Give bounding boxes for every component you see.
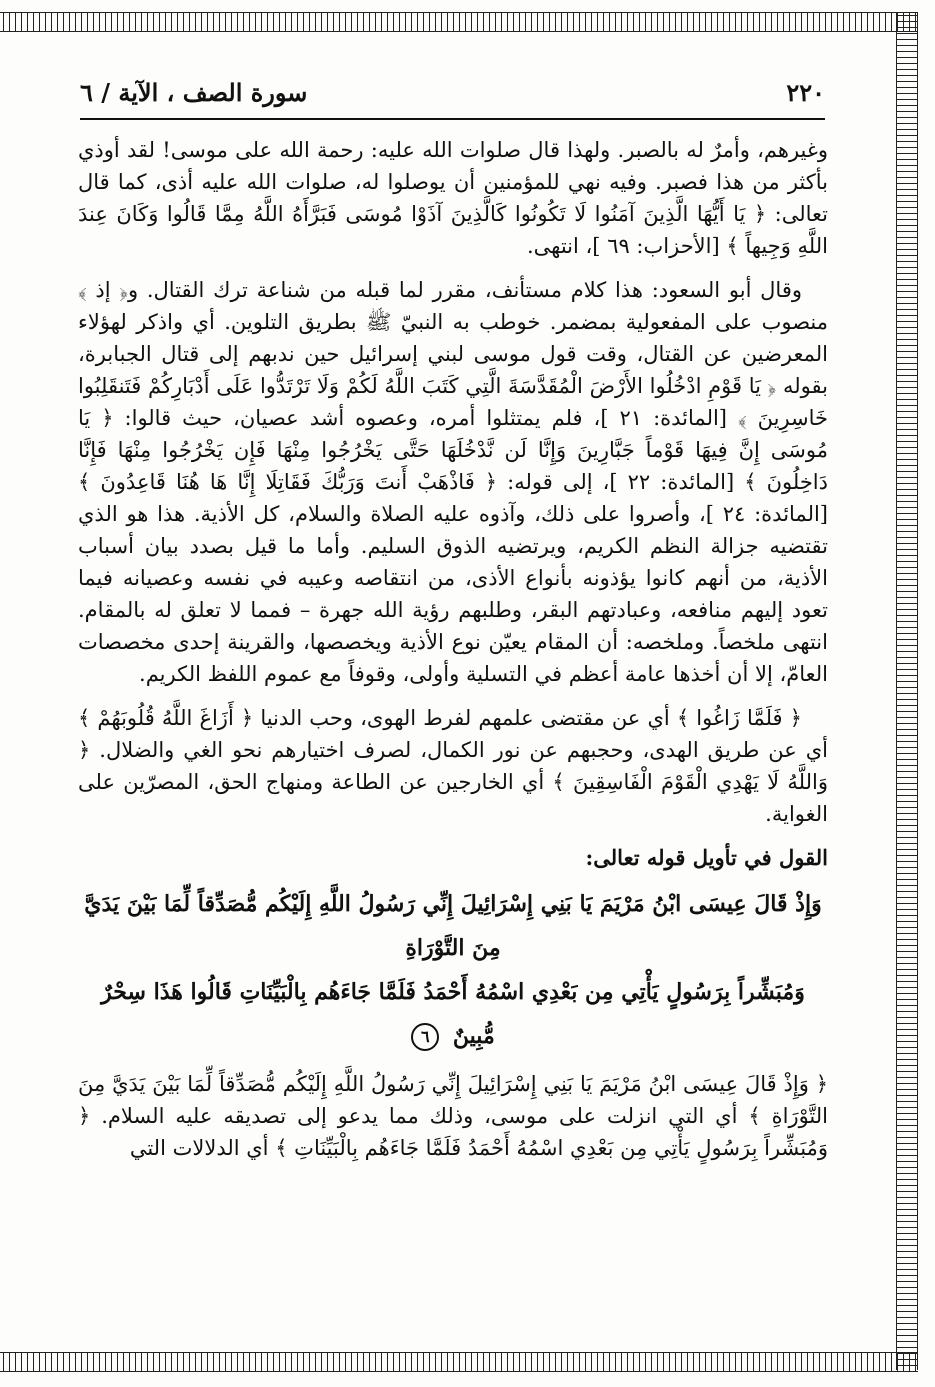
section-heading: القول في تأويل قوله تعالى: (585, 845, 828, 870)
verse-number-marker: ٦ (411, 1023, 439, 1051)
page-body (78, 134, 828, 1176)
page-number: ٢٢٠ (786, 77, 825, 107)
page-border-right (896, 12, 918, 1370)
header-rule (80, 118, 825, 120)
verse-line-2: وَمُبَشِّراً بِرَسُولٍ يَأْتِي مِن بَعْدِي اسْمُهُ أَحْمَدُ فَلَمَّا جَاءَهُم بِالْبَيِّنَاتِ قَالُوا هَذَا سِحْرٌ مُّبِينٌ (101, 979, 805, 1049)
running-title: سورة الصف ، الآية / ٦ (80, 77, 308, 107)
quran-verse (78, 882, 828, 1058)
page-header (80, 72, 825, 112)
verse-line-2-wrap (78, 970, 828, 1058)
page-border-top (0, 12, 918, 32)
paragraph-3: ﴿ فَلَمَّا زَاغُوا ﴾ أي عن مقتضى علمهم لفرط الهوى، وحب الدنيا ﴿ أَزَاغَ اللَّهُ قُلُوبَهُمْ ﴾ أي عن طريق الهدى، وحجبهم عن نور الكمال، لصرف اختيارهم نحو الغي والضلال. ﴿ وَاللَّهُ لَا يَهْدِي الْقَوْمَ الْفَاسِقِينَ ﴾ أي الخارجين عن الطاعة ومنهاج الحق، المصرّين على الغواية. (78, 706, 828, 826)
paragraph-1: وغيرهم، وأمرٌ له بالصبر. ولهذا قال صلوات الله عليه: رحمة الله على موسى! لقد أوذي بأكثر من هذا فصبر. وفيه نهي للمؤمنين أن يوصلوا له، صلوات الله عليه أذى، كما قال تعالى: ﴿ يَا أَيُّهَا الَّذِينَ آمَنُوا لَا تَكُونُوا كَالَّذِينَ آذَوْا مُوسَى فَبَرَّأَهُ اللَّهُ مِمَّا قَالُوا وَكَانَ عِندَ اللَّهِ وَجِيهاً ﴾ [الأحزاب: ٦٩ ]، انتهى. (78, 138, 828, 258)
verse-line-1: وَإِذْ قَالَ عِيسَى ابْنُ مَرْيَمَ يَا بَنِي إِسْرَائِيلَ إِنِّي رَسُولُ اللَّهِ إِلَيْكُم مُّصَدِّقاً لِّمَا بَيْنَ يَدَيَّ مِنَ التَّوْرَاةِ (84, 891, 822, 961)
paragraph-2: وقال أبو السعود: هذا كلام مستأنف، مقرر لما قبله من شناعة ترك القتال. و﴿ إذ ﴾ منصوب على المفعولية بمضمر. خوطب به النبيّ ﷺ بطريق التلوين. أي واذكر لهؤلاء المعرضين عن القتال، وقت قول موسى لبني إسرائيل حين ندبهم إلى قتال الجبابرة، بقوله ﴿ يَا قَوْمِ ادْخُلُوا الأَرْضَ الْمُقَدَّسَةَ الَّتِي كَتَبَ اللَّهُ لَكُمْ وَلَا تَرْتَدُّوا عَلَى أَدْبَارِكُمْ فَتَنقَلِبُوا خَاسِرِينَ ﴾ [المائدة: ٢١ ]، فلم يمتثلوا أمره، وعصوه أشد عصيان، حيث قالوا: ﴿ يَا مُوسَى إِنَّ فِيهَا قَوْماً جَبَّارِينَ وَإِنَّا لَن نَّدْخُلَهَا حَتَّى يَخْرُجُوا مِنْهَا فَإِن يَخْرُجُوا مِنْهَا فَإِنَّا دَاخِلُونَ ﴾ [المائدة: ٢٢ ]، إلى قوله: ﴿ فَاذْهَبْ أَنتَ وَرَبُّكَ فَقَاتِلَا إِنَّا هَا هُنَا قَاعِدُونَ ﴾ [المائدة: ٢٤ ]، وأصروا على ذلك، وآذوه عليه الصلاة والسلام، كل الأذية. هذا هو الذي تقتضيه جزالة النظم الكريم، ويرتضيه الذوق السليم. وأما ما قيل بصدد بيان أسباب الأذية، من أنهم كانوا يؤذونه بأنواع الأذى، من انتقاصه وعيبه في نفسه وعصيانه فيما تعود إليهم منافعه، وعبادتهم البقر، وطلبهم رؤية الله جهرة – فمما لا تعلق له بالمقام. انتهى ملخصاً. وملخصه: أن المقام يعيّن نوع الأذية ويخصصها، والقرينة إحدى مخصصات العامّ، إلا أن أخذها عامة أعظم في التسلية وأولى، وقوفاً مع عموم اللفظ الكريم. (78, 278, 829, 686)
paragraph-final: ﴿ وَإِذْ قَالَ عِيسَى ابْنُ مَرْيَمَ يَا بَنِي إِسْرَائِيلَ إِنِّي رَسُولُ اللَّهِ إِلَيْكُم مُّصَدِّقاً لِّمَا بَيْنَ يَدَيَّ مِنَ التَّوْرَاةِ ﴾ أي التي انزلت على موسى، وذلك مما يدعو إلى تصديقه عليه السلام. ﴿ وَمُبَشِّراً بِرَسُولٍ يَأْتِي مِن بَعْدِي اسْمُهُ أَحْمَدُ فَلَمَّا جَاءَهُم بِالْبَيِّنَاتِ ﴾ أي الدلالات التي (78, 1072, 828, 1160)
page-border-bottom (0, 1352, 918, 1372)
